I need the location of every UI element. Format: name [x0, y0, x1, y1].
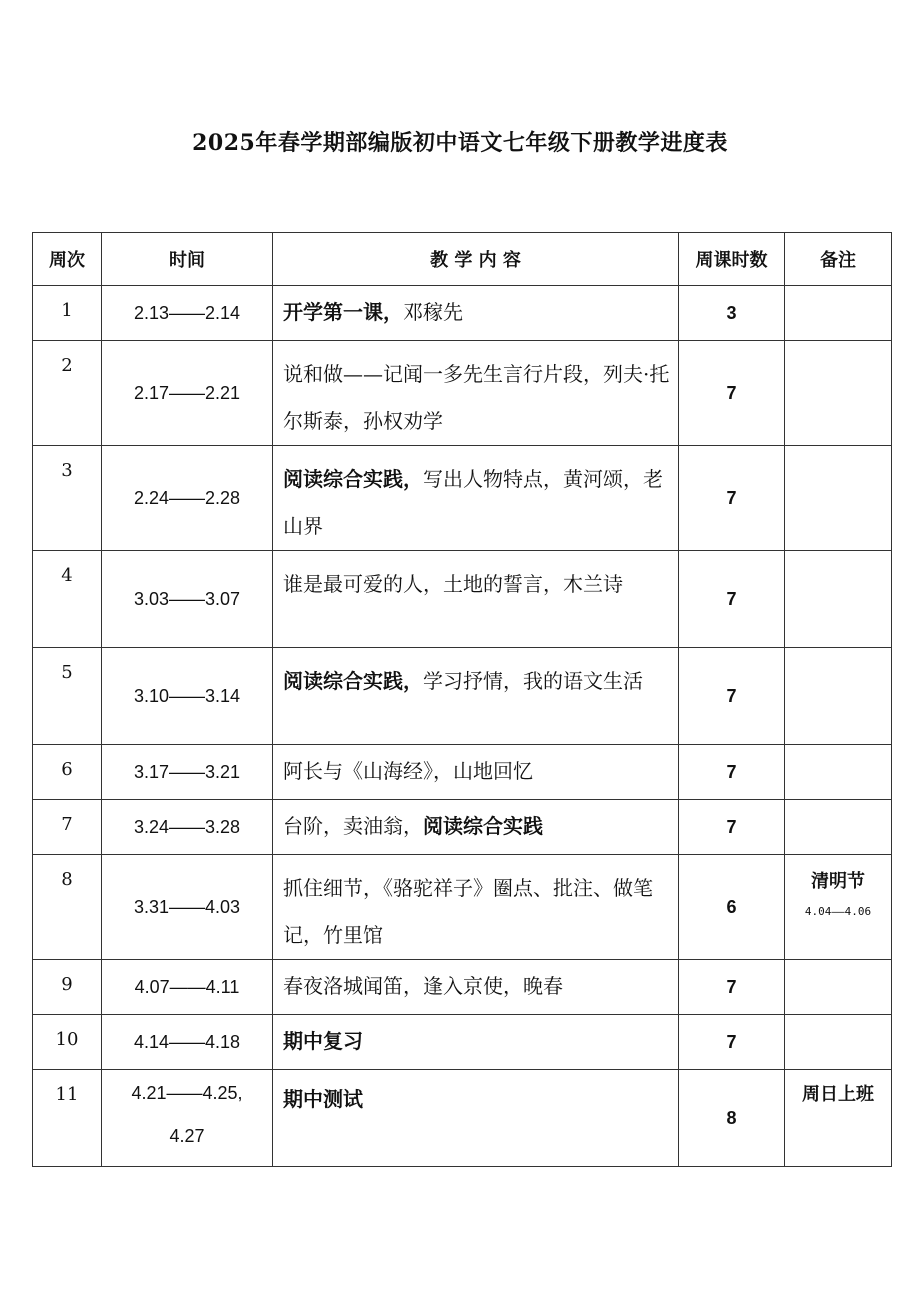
table-row — [33, 341, 892, 446]
table-row — [33, 745, 892, 800]
header-note: 备注 — [785, 233, 892, 286]
hours-cell: 7 — [679, 446, 785, 551]
note-cell — [785, 745, 892, 800]
header-date: 时间 — [102, 233, 273, 286]
week-number: 6 — [61, 759, 73, 780]
hours-cell: 7 — [679, 800, 785, 855]
note-cell — [785, 1015, 892, 1070]
week-number: 3 — [61, 460, 73, 481]
note-cell — [785, 341, 892, 446]
date-cell: 2.13——2.14 — [102, 286, 273, 341]
note-cell — [785, 855, 892, 960]
week-number: 1 — [61, 300, 73, 321]
content-text: 阿长与《山海经》，山地回忆 — [283, 759, 533, 783]
date-cell: 3.24——3.28 — [102, 800, 273, 855]
content-cell — [273, 745, 679, 800]
content-text: 抓住细节，《骆驼祥子》圈点、批注、做笔记，竹里馆 — [283, 876, 653, 947]
date-cell: 2.17——2.21 — [102, 341, 273, 446]
table-row — [33, 960, 892, 1015]
note-holiday: 清明节 — [811, 871, 865, 892]
content-cell — [273, 800, 679, 855]
header-week: 周次 — [33, 233, 102, 286]
week-cell — [33, 648, 102, 745]
table-row — [33, 446, 892, 551]
hours-cell: 7 — [679, 745, 785, 800]
content-bold: 阅读综合实践， — [283, 467, 423, 491]
table-row — [33, 1070, 892, 1167]
content-text: 春夜洛城闻笛，逢入京使，晚春 — [283, 974, 563, 998]
week-number: 11 — [55, 1084, 79, 1105]
week-number: 4 — [61, 565, 73, 586]
week-number: 7 — [61, 814, 73, 835]
table-row — [33, 286, 892, 341]
week-number: 5 — [61, 662, 73, 683]
content-text: 写出人物特点，黄河颂，老山界 — [283, 467, 663, 538]
page-title: 2025年春学期部编版初中语文七年级下册教学进度表 — [192, 130, 728, 156]
note-cell — [785, 960, 892, 1015]
table-header-row — [33, 233, 892, 286]
content-text: 谁是最可爱的人，土地的誓言，木兰诗 — [283, 572, 623, 596]
header-content: 教 学 内 容 — [273, 233, 679, 286]
week-cell — [33, 1015, 102, 1070]
content-text: 说和做——记闻一多先生言行片段，列夫·托尔斯泰，孙权劝学 — [283, 362, 670, 433]
schedule-table — [32, 232, 892, 1167]
note-cell — [785, 551, 892, 648]
header-hours: 周课时数 — [679, 233, 785, 286]
week-number: 2 — [61, 355, 73, 376]
week-cell — [33, 960, 102, 1015]
note-holiday-dates: 4.04——4.06 — [804, 905, 872, 918]
week-cell — [33, 341, 102, 446]
content-cell — [273, 1015, 679, 1070]
note-cell — [785, 1070, 892, 1167]
week-cell — [33, 800, 102, 855]
hours-cell: 7 — [679, 551, 785, 648]
hours-cell: 7 — [679, 1015, 785, 1070]
date-cell: 3.17——3.21 — [102, 745, 273, 800]
content-cell — [273, 648, 679, 745]
date-line-2: 4.27 — [169, 1126, 205, 1146]
table-row — [33, 800, 892, 855]
week-cell — [33, 855, 102, 960]
date-cell: 3.03——3.07 — [102, 551, 273, 648]
date-cell: 4.07——4.11 — [102, 960, 273, 1015]
table-row — [33, 648, 892, 745]
hours-cell: 8 — [679, 1070, 785, 1167]
note-cell — [785, 286, 892, 341]
hours-cell: 6 — [679, 855, 785, 960]
content-bold: 期中测试 — [283, 1087, 363, 1111]
week-number: 8 — [61, 869, 73, 890]
table-row — [33, 855, 892, 960]
date-cell: 2.24——2.28 — [102, 446, 273, 551]
hours-cell: 3 — [679, 286, 785, 341]
note-cell — [785, 800, 892, 855]
week-cell — [33, 1070, 102, 1167]
week-number: 9 — [61, 974, 73, 995]
content-cell — [273, 1070, 679, 1167]
content-cell — [273, 341, 679, 446]
date-cell: 3.10——3.14 — [102, 648, 273, 745]
content-bold: 阅读综合实践 — [423, 814, 543, 838]
week-cell — [33, 446, 102, 551]
hours-cell: 7 — [679, 648, 785, 745]
date-cell: 4.14——4.18 — [102, 1015, 273, 1070]
week-cell — [33, 745, 102, 800]
content-bold: 开学第一课， — [283, 300, 403, 324]
hours-cell: 7 — [679, 341, 785, 446]
week-number: 10 — [55, 1029, 79, 1050]
content-cell — [273, 960, 679, 1015]
content-text: 邓稼先 — [403, 300, 463, 324]
content-text: 学习抒情，我的语文生活 — [423, 669, 643, 693]
content-cell — [273, 286, 679, 341]
table-row — [33, 551, 892, 648]
content-bold: 期中复习 — [283, 1029, 363, 1053]
content-text: 台阶，卖油翁， — [283, 814, 423, 838]
date-cell — [102, 1070, 273, 1167]
week-cell — [33, 551, 102, 648]
date-cell: 3.31——4.03 — [102, 855, 273, 960]
table-row — [33, 1015, 892, 1070]
content-cell — [273, 446, 679, 551]
note-cell — [785, 446, 892, 551]
content-cell — [273, 551, 679, 648]
date-line-1: 4.21——4.25, — [131, 1083, 243, 1103]
hours-cell: 7 — [679, 960, 785, 1015]
content-cell — [273, 855, 679, 960]
content-bold: 阅读综合实践， — [283, 669, 423, 693]
note-cell — [785, 648, 892, 745]
note-workday: 周日上班 — [802, 1084, 874, 1105]
week-cell — [33, 286, 102, 341]
